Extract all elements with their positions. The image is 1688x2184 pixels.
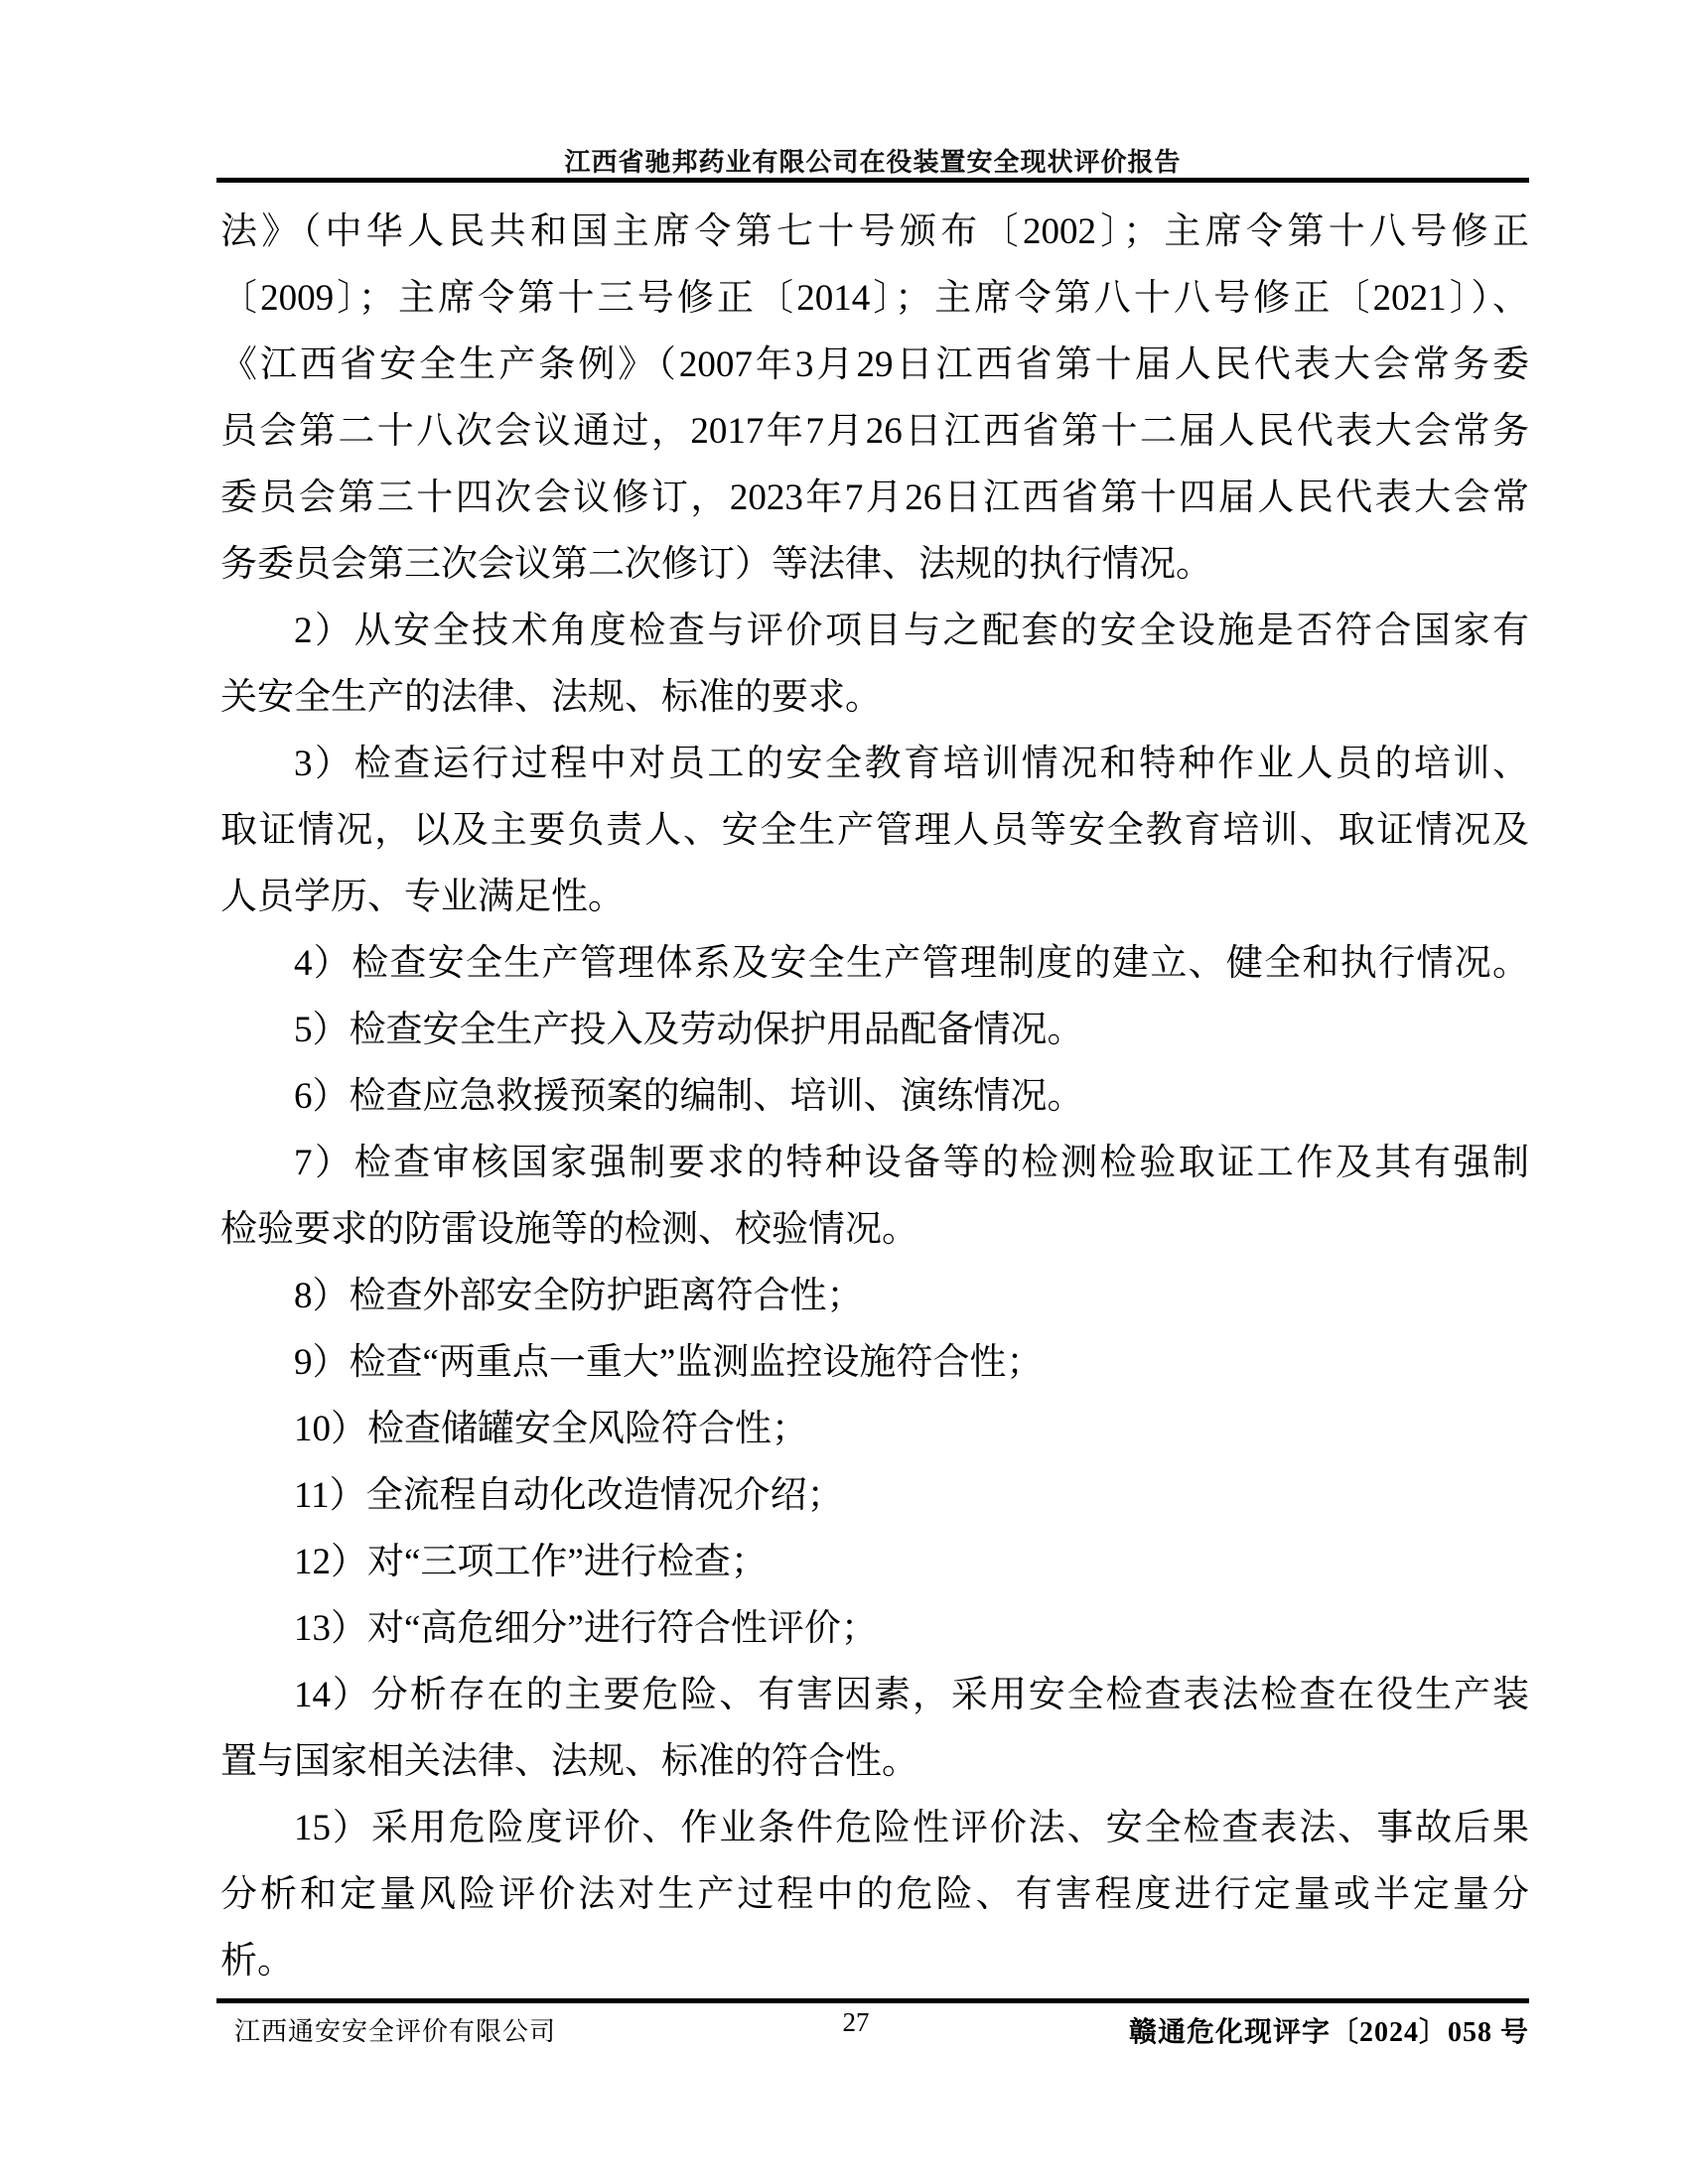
text-line: 置与国家相关法律、法规、标准的符合性。 (220, 1741, 918, 1782)
body-text (220, 199, 1529, 1994)
text-line: 8）检查外部安全防护距离符合性； (294, 1276, 864, 1316)
footer-page-number: 27 (842, 2007, 870, 2037)
header-rule (216, 178, 1529, 183)
text-line: 4）检查安全生产管理体系及安全生产管理制度的建立、健全和执行情况。 (294, 943, 1529, 984)
footer-doc-number: 赣通危化现评字〔2024〕058 号 (1128, 2017, 1529, 2048)
text-line: 11）全流程自动化改造情况介绍； (294, 1475, 844, 1516)
text-line: 关安全生产的法律、法规、标准的要求。 (220, 677, 882, 718)
text-line: 务委员会第三次会议第二次修订）等法律、法规的执行情况。 (220, 544, 1212, 585)
text-line: 委员会第三十四次会议修订，2023年7月26日江西省第十四届人民代表大会常 (220, 478, 1529, 518)
footer-company-name: 江西通安安全评价有限公司 (234, 2017, 557, 2046)
text-line: 《江西省安全生产条例》（2007年3月29日江西省第十届人民代表大会常务委 (220, 344, 1529, 385)
text-line: 6）检查应急救援预案的编制、培训、演练情况。 (294, 1076, 1084, 1117)
footer-rule (216, 1998, 1529, 2003)
text-line: 人员学历、专业满足性。 (220, 877, 625, 917)
text-line: 12）对“三项工作”进行检查； (294, 1542, 768, 1582)
text-line: 10）检查储罐安全风险符合性； (294, 1409, 808, 1449)
text-line: 5）检查安全生产投入及劳动保护用品配备情况。 (294, 1010, 1084, 1050)
text-line: 取证情况，以及主要负责人、安全生产管理人员等安全教育培训、取证情况及 (220, 810, 1529, 851)
text-line: 法》（中华人民共和国主席令第七十号颁布〔2002〕；主席令第十八号修正 (220, 211, 1529, 252)
text-line: 7）检查审核国家强制要求的特种设备等的检测检验取证工作及其有强制 (294, 1143, 1529, 1183)
text-line: 15）采用危险度评价、作业条件危险性评价法、安全检查表法、事故后果 (294, 1808, 1529, 1848)
text-line: 员会第二十八次会议通过，2017年7月26日江西省第十二届人民代表大会常务 (220, 411, 1529, 452)
text-line: 14）分析存在的主要危险、有害因素，采用安全检查表法检查在役生产装 (294, 1675, 1529, 1715)
text-line: 2）从安全技术角度检查与评价项目与之配套的安全设施是否符合国家有 (294, 611, 1529, 651)
page-header-title: 江西省驰邦药业有限公司在役装置安全现状评价报告 (564, 147, 1182, 177)
text-line: 析。 (220, 1941, 294, 1981)
text-line: 9）检查“两重点一重大”监测监控设施符合性； (294, 1342, 1044, 1383)
text-line: 13）对“高危细分”进行符合性评价； (294, 1608, 878, 1649)
text-line: 〔2009〕；主席令第十三号修正〔2014〕；主席令第八十八号修正〔2021〕）、 (220, 278, 1529, 319)
text-line: 分析和定量风险评价法对生产过程中的危险、有害程度进行定量或半定量分 (220, 1874, 1529, 1915)
text-line: 3）检查运行过程中对员工的安全教育培训情况和特种作业人员的培训、 (294, 744, 1529, 784)
text-line: 检验要求的防雷设施等的检测、校验情况。 (220, 1209, 918, 1250)
